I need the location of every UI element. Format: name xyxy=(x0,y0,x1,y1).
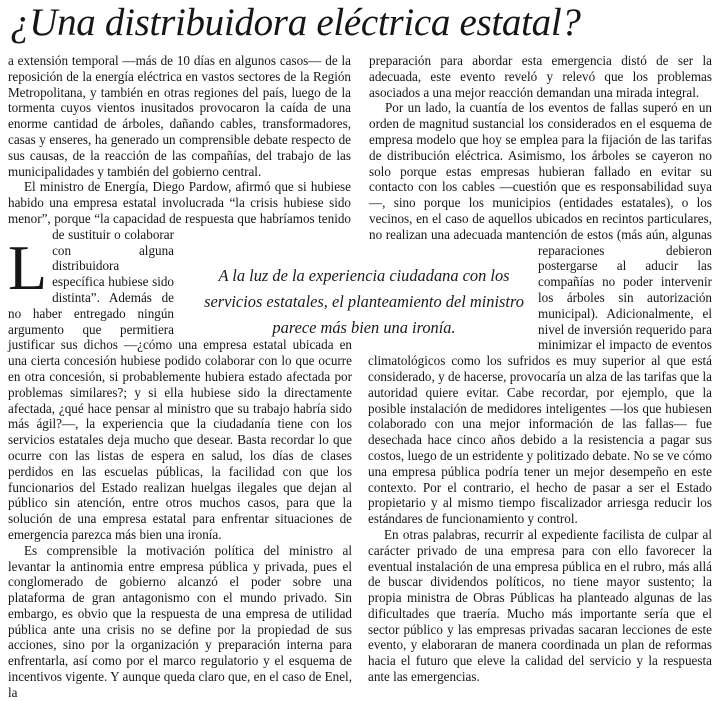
article-column-right xyxy=(368,53,712,685)
article-paragraph: preparación para abordar esta emergencia distó de ser la adecuada, este evento reveló y relevó que los problemas asociados a una mejor reacción demandan una mirada integral. xyxy=(369,53,712,100)
article-paragraph: En otras palabras, recurrir al expediente facilista de culpar al carácter privado de una empresa para con ello favorecer la eventual instalación de una empresa pública en el rubro, más allá de buscar dividendos políticos, no tiene mayor sustento; la propia ministra de Obras Públicas ha planteado algunas de las dificultades que traería. Mucho más importante sería que el sector público y las empresas privadas sacaran lecciones de este evento, y elaboraran de manera coordinada un plan de reformas hacia el futuro que eleve la calidad del servicio y la respuesta ante las emergencias. xyxy=(368,526,712,685)
pullquote-gap-top xyxy=(351,53,352,240)
article-column-left xyxy=(8,53,352,701)
pull-quote-text: A la luz de la experiencia ciudadana con los servicios estatales, el planteamiento del ministro parece más bien una ironía. xyxy=(204,266,524,337)
pull-quote xyxy=(192,257,536,347)
drop-cap: L xyxy=(8,232,48,303)
article-paragraph: Por un lado, la cuantía de los eventos de fallas superó en un orden de magnitud sustancial los considerados en el esquema de empresa modelo que hoy se emplea para la fijación de las tarifas de distribución eléctrica. Asimismo, los árboles se cayeron no solo porque estas empresas hubieran fallado en evitar su contacto con los cables —cuestión que es responsabilidad suya—, sino porque los municipios (entidades estatales), o los vecinos, en el caso de aquellos ubicados en recintos particulares, no realizan una adecuada mantención de estos (más aún, algunas reparaciones debieron postergarse al aducir las compañías no poder intervenir los árboles sin autorización municipal). Adicionalmente, el nivel de inversión requerido para minimizar el impacto de eventos climatológicos como los sufridos es muy superior al que está considerado, y de hacerse, provocaría un alza de las tarifas que la autoridad quiere evitar. Cabe recordar, por ejemplo, que la posible instalación de medidores inteligentes —los que hubiesen colaborado con una mejor información de las fallas— fue desechada hace cinco años debido a la resistencia a pagar sus costos, luego de un estridente y politizado debate. No se ve cómo una empresa pública podría tener un mejor desempeño en este contexto. Por el contrario, el hecho de pasar a ser el Estado propietario y al mismo tiempo fiscalizador arriesga reducir los estándares de funcionamiento y control. xyxy=(368,100,712,527)
article-title: ¿Una distribuidora eléctrica estatal? xyxy=(10,1,581,44)
article-paragraph: El ministro de Energía, Diego Pardow, afirmó que si hubiese habido una empresa estatal involucrada “la crisis hubiese sido menor”, porque “la capacidad de respuesta que habríamos tenido de sustituir o colaborar con alguna distribuidora específica hubiese sido distinta”. Además de no haber entregado ningún argumento que permitiera justificar sus dichos —¿cómo una empresa estatal ubicada en una cierta concesión hubiese podido colaborar con lo que ocurre en otra concesión, si probablemente hubiera estado afectada por problemas similares?; y si ella hubiese sido la directamente afectada, ¿qué hace pensar al ministro que su trabajo habría sido más ágil?—, la experiencia que la ciudadanía tiene con los servicios estatales deja mucho que desear. Basta recordar lo que ocurre con las listas de espera en salud, los días de clases perdidos en las escuelas públicas, la facilidad con que los funcionarios del Estado realizan huelgas ilegales que dejan al público sin atención, entre otros muchos casos, para que la solución de una empresa estatal para enfrentar situaciones de emergencia parezca más bien una ironía. xyxy=(8,179,352,542)
article-paragraph xyxy=(8,53,352,303)
article-paragraph: Es comprensible la motivación política del ministro al levantar la antinomia entre empresa pública y privada, pues el conglomerado de gobierno alcanzó el poder sobre una plataforma de gran antagonismo con el mundo privado. Sin embargo, es obvio que la respuesta de una empresa de utilidad pública ante una crisis no se define por la propiedad de sus acciones, sino por la organización y preparación interna para enfrentarla, así como por el marco regulatorio y el esquema de incentivos vigente. Y aunque queda claro que, en el caso de Enel, la xyxy=(8,542,352,700)
paragraph-text: a extensión temporal —más de 10 días en algunos casos— de la reposición de la energía eléctrica en vastos sectores de la Región Metropolitana, y también en otras regiones del país, luego de la tormenta cuyos vientos inusitados provocaron la caída de una enorme cantidad de árboles, dañando cables, transformadores, casas y enseres, ha generado un comprensible debate respecto de sus causas, de la reacción de las compañías, del trabajo de las municipalidades y también del gobierno central. xyxy=(8,53,351,179)
